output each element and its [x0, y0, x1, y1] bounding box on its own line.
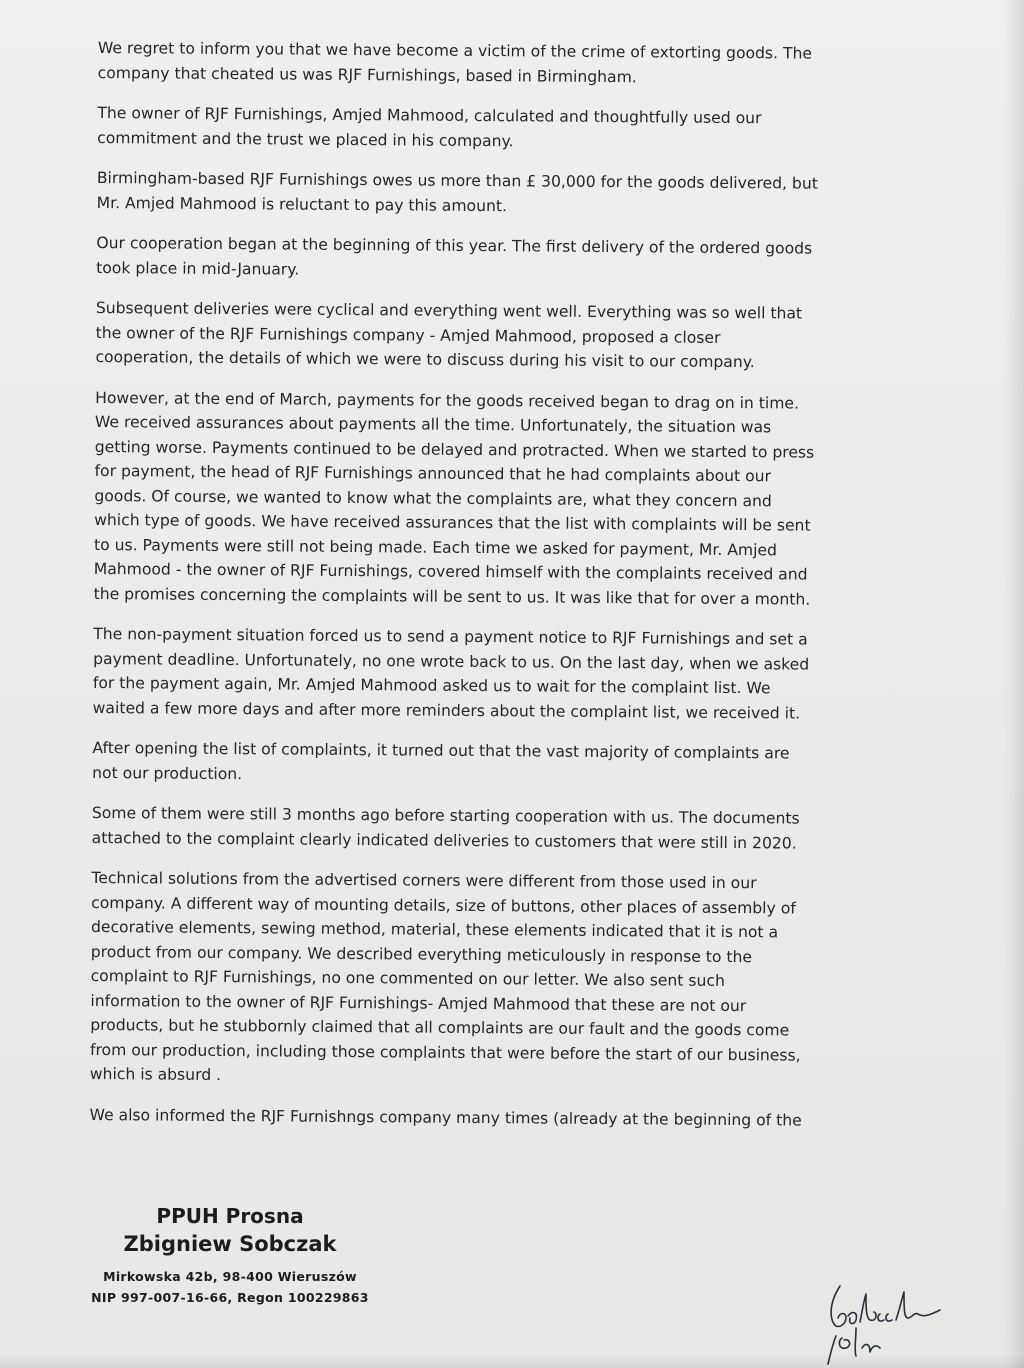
- letter-body: [89, 36, 824, 1149]
- paragraph-9: Some of them were still 3 months ago before starting cooperation with us. The documents attached to the complaint clearly indicated deliveries to customers that were still in 2020.: [91, 803, 800, 853]
- paragraph-4: Our cooperation began at the beginning of this year. The first delivery of the ordered goods took place in mid-January.: [96, 233, 813, 279]
- paragraph-5: Subsequent deliveries were cyclical and everything went well. Everything was so well that the owner of the RJF Furnishings company - Amjed Mahmood, proposed a closer cooperation, the details of which we were to discuss during his visit to our company.: [95, 298, 803, 372]
- company-stamp: [80, 1203, 380, 1308]
- paragraph-6: However, at the end of March, payments for the goods received began to drag on in time. We received assurances about payments all the time. Unfortunately, the situation was getting worse. Payments continued to be delayed and protracted. When we started to press for payment, the head of RJF Furnishings announced that he had complaints about our goods. Of course, we wanted to know what the complaints are, what they concern and which type of goods. We have received assurances that the list with complaints will be sent to us. Payments were still not being made. Each time we asked for payment, Mr. Amjed Mahmood - the owner of RJF Furnishings, covered himself with the complaints received and the promises concerning the complaints will be sent to us. It was like that for over a month.: [93, 388, 815, 609]
- page-bottom-shadow: [0, 1354, 1024, 1368]
- stamp-registration-ids: NIP 997-007-16-66, Regon 100229863: [91, 1290, 369, 1305]
- paragraph-8: After opening the list of complaints, it turned out that the vast majority of complaints are not our production.: [92, 738, 790, 783]
- stamp-address: Mirkowska 42b, 98-400 Wieruszów: [103, 1269, 357, 1284]
- page-edge-shadow: [1004, 0, 1024, 1368]
- paragraph-7: The non-payment situation forced us to send a payment notice to RJF Furnishings and set a payment deadline. Unfortunately, no one wrote back to us. On the last day, when we asked for the payment again, Mr. Amjed Mahmood asked us to wait for the complaint list. We waited a few more days and after more reminders about the complaint list, we received it.: [92, 624, 810, 723]
- stamp-owner-name: Zbigniew Sobczak: [123, 1232, 337, 1256]
- paragraph-10: Technical solutions from the advertised corners were different from those used in our company. A different way of mounting details, size of buttons, other places of assembly of decorative elements, sewing method, material, these elements indicated that it is not a product from our company. We described everything meticulously in response to the complaint to RJF Furnishings, no one commented on our letter. We also sent such information to the owner of RJF Furnishings- Amjed Mahmood that these are not our products, but he stubbornly claimed that all complaints are our fault and the goods come from our production, including those complaints that were before the start of our business, which is absurd .: [89, 868, 801, 1084]
- paragraph-2: The owner of RJF Furnishings, Amjed Mahmood, calculated and thoughtfully used our commitment and the trust we placed in his company.: [97, 103, 762, 150]
- paragraph-3: Birmingham-based RJF Furnishings owes us more than £ 30,000 for the goods delivered, but Mr. Amjed Mahmood is reluctant to pay this amount.: [96, 168, 818, 215]
- stamp-company-name: PPUH Prosna: [156, 1204, 304, 1228]
- paragraph-11: We also informed the RJF Furnishngs company many times (already at the beginning of the: [89, 1105, 802, 1130]
- paragraph-1: We regret to inform you that we have become a victim of the crime of extorting goods. The company that cheated us was RJF Furnishings, based in Birmingham.: [97, 38, 813, 86]
